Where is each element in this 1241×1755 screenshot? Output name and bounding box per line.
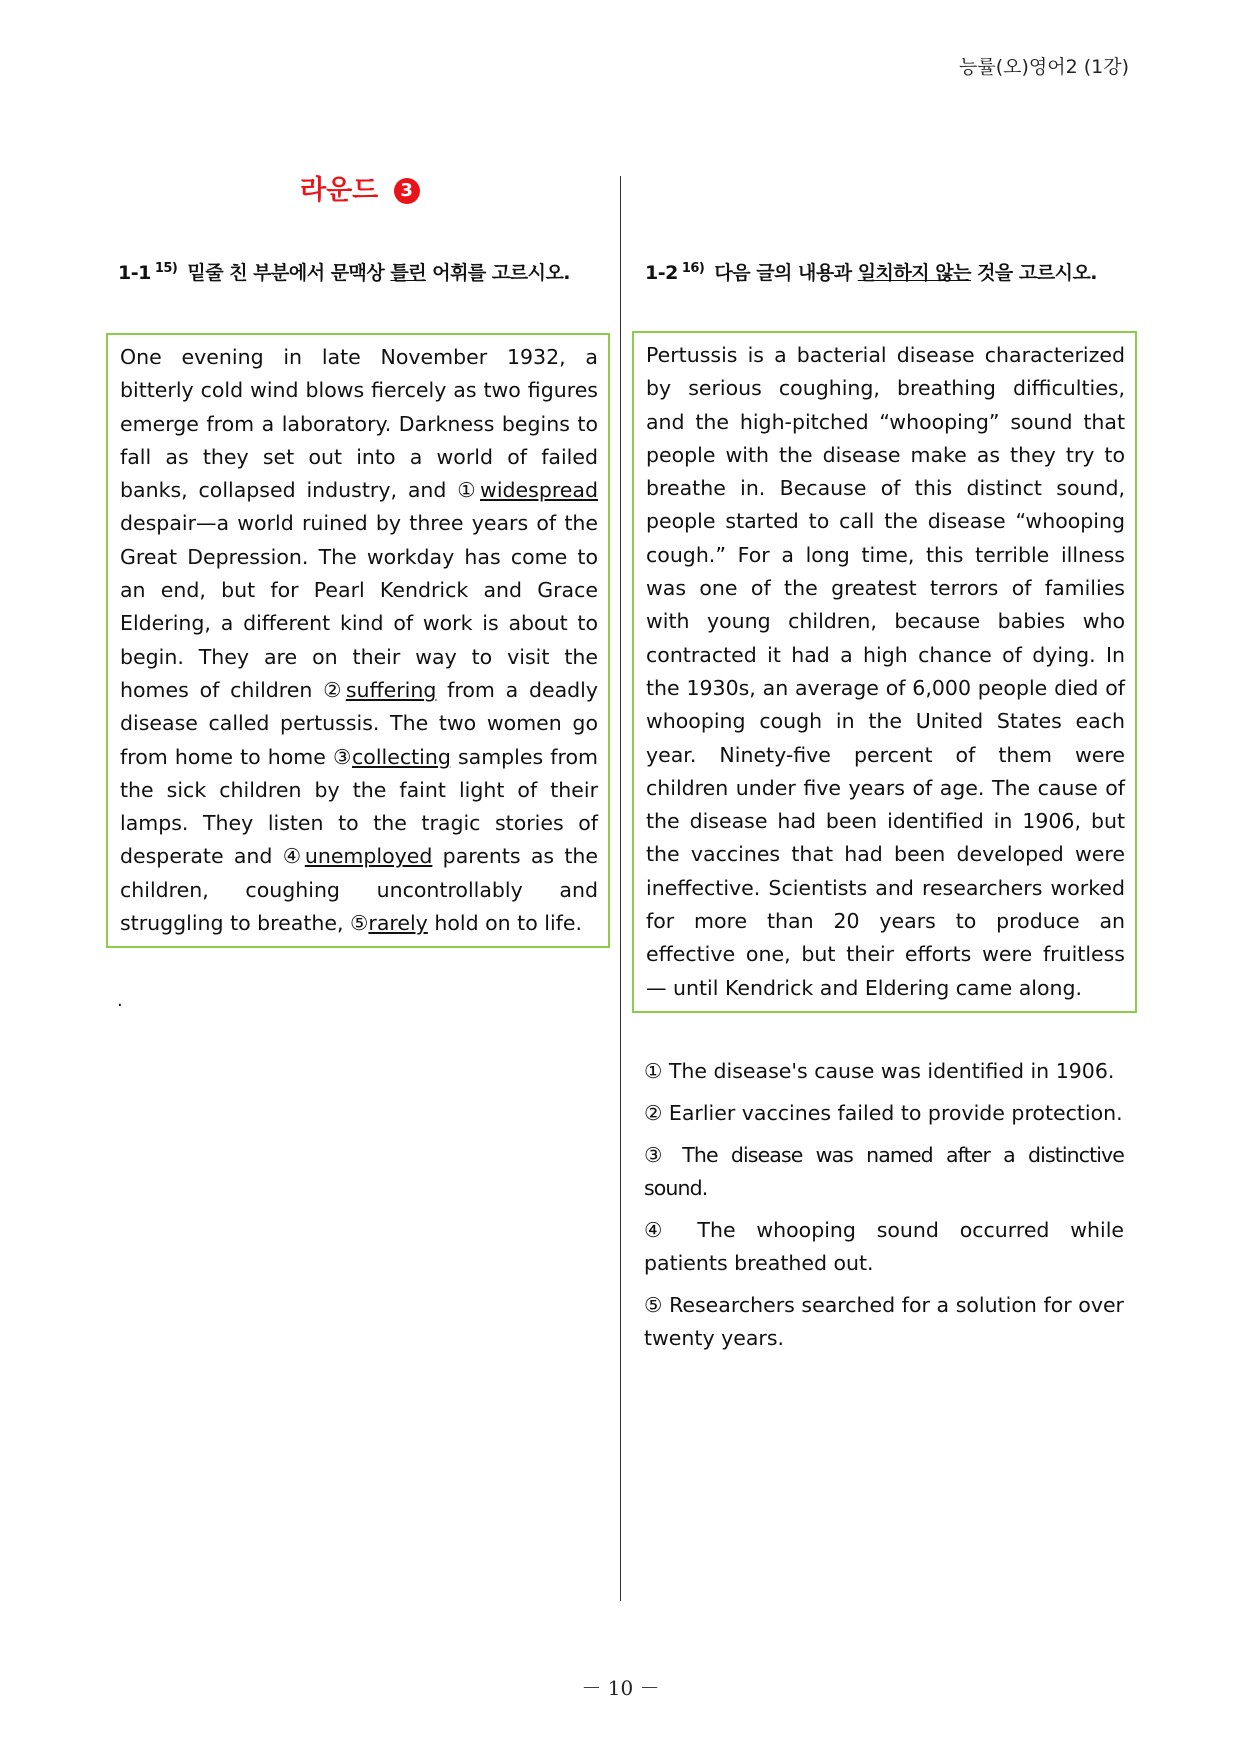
question-1-2-heading xyxy=(645,258,1097,285)
passage-text: despair—a world ruined by three years of the Great Depression. The workday has come to an end, but for Pearl Kendrick and Grace Eldering, a different kind of work is about to begin. They are on their way to visit the homes of children xyxy=(120,511,598,702)
footnote-ref: 15) xyxy=(154,261,178,276)
question-prompt-a: 다음 글의 내용과 xyxy=(714,262,858,284)
underlined-word-2: suffering xyxy=(345,677,437,702)
passage-text: from a deadly disease called pertussis. The two women go from home to home xyxy=(120,677,598,769)
answer-choice-5[interactable]: ⑤ Researchers searched for a solution for over twenty years. xyxy=(644,1293,1124,1350)
choice-marker-2: ② xyxy=(323,677,346,702)
passage-text: parents as the children, coughing uncontrollably and struggling to breathe, xyxy=(120,844,598,936)
round-title xyxy=(300,168,420,207)
footnote-ref: 16) xyxy=(681,261,705,276)
round-label: 라운드 xyxy=(300,175,379,206)
question-number: 1-2 xyxy=(645,262,678,284)
choice-marker-3: ③ xyxy=(333,744,352,769)
underlined-word-1: widespread xyxy=(480,478,598,503)
choice-marker-1: ① xyxy=(457,478,481,503)
passage-1-1 xyxy=(106,333,610,948)
trailing-mark: . xyxy=(117,990,123,1011)
choice-marker-4: ④ xyxy=(282,844,305,869)
passage-text: One evening in late November 1932, a bitterly cold wind blows fiercely as two figures emerge from a laboratory. Darkness begins to fall as they set out into a world of failed banks, collapsed industry, and xyxy=(120,345,598,503)
answer-choice-2[interactable]: ② Earlier vaccines failed to provide protection. xyxy=(644,1101,1123,1125)
question-prompt-a: 밑줄 친 부분에서 문맥상 xyxy=(187,262,391,284)
choice-marker-5: ⑤ xyxy=(350,911,369,936)
page-number: － 10 － xyxy=(581,1676,660,1700)
passage-text: samples from the sick children by the faint light of their lamps. They listen to the tragic stories of desperate and xyxy=(120,744,598,869)
underlined-word-3: collecting xyxy=(352,744,451,769)
answer-choice-3[interactable]: ③ The disease was named after a distinctive sound. xyxy=(644,1143,1124,1200)
column-divider xyxy=(620,176,621,1601)
question-prompt-b: 어휘를 고르시오. xyxy=(426,262,571,284)
question-1-1-heading xyxy=(118,258,570,285)
passage-1-2: Pertussis is a bacterial disease characterized by serious coughing, breathing difficulties, and the high-pitched “whooping” sound that people with the disease make as they try to breathe in. Because of this distinct sound, people started to call the disease “whooping cough.” For a long time, this terrible illness was one of the greatest terrors of families with young children, because babies who contracted it had a high chance of dying. In the 1930s, an average of 6,000 people died of whooping cough in the United States each year. Ninety-five percent of them were children under five years of age. The cause of the disease had been identified in 1906, but the vaccines that had been developed were ineffective. Scientists and researchers worked for more than 20 years to produce an effective one, but their efforts were fruitless — until Kendrick and Eldering came along. xyxy=(632,331,1137,1013)
answer-choice-1[interactable]: ① The disease's cause was identified in 1906. xyxy=(644,1059,1115,1083)
question-prompt-b: 것을 고르시오. xyxy=(970,262,1098,284)
answer-choices xyxy=(644,1055,1124,1364)
passage-text: hold on to life. xyxy=(427,911,582,936)
underlined-word-5: rarely xyxy=(368,911,428,936)
question-prompt-underlined: 틀린 xyxy=(390,262,427,284)
question-number: 1-1 xyxy=(118,262,151,284)
answer-choice-4[interactable]: ④ The whooping sound occurred while patients breathed out. xyxy=(644,1218,1124,1275)
question-prompt-underlined: 일치하지 않는 xyxy=(857,262,971,284)
round-number-badge: 3 xyxy=(394,178,420,204)
underlined-word-4: unemployed xyxy=(304,844,433,869)
course-header: 능률(오)영어2 (1강) xyxy=(959,56,1129,78)
